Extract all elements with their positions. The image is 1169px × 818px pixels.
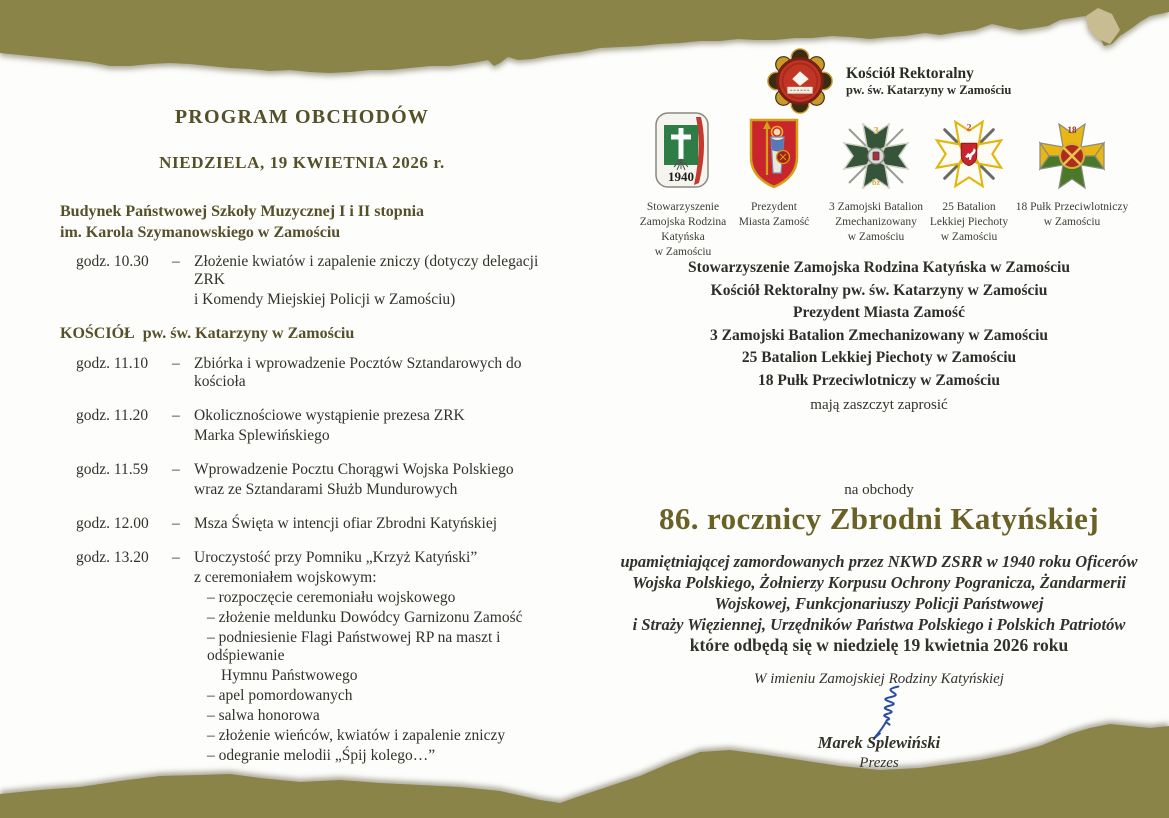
- svg-text:2: 2: [966, 122, 972, 134]
- text-line: 25 Batalion: [942, 201, 996, 213]
- schedule-separator: –: [172, 514, 180, 532]
- schedule-line: – złożenie wieńców, kwiatów i zapalenie zniczy: [207, 726, 506, 744]
- event-date-line: które odbędą się w niedzielę 19 kwietnia 2026 roku: [689, 635, 1069, 655]
- text-line: w Zamościu: [1043, 216, 1101, 228]
- emblem-zamosc: [732, 107, 816, 230]
- text-line: Prezydent: [751, 201, 797, 213]
- honor-line: mają zaszczyt zaprosić: [810, 397, 948, 413]
- schedule-line: Uroczystość przy Pomniku „Krzyż Katyński”: [194, 548, 478, 566]
- program-panel: [60, 106, 544, 781]
- schedule-line: Złożenie kwiatów i zapalenie zniczy (dotyczy delegacji ZRK: [194, 252, 539, 288]
- schedule-separator: –: [172, 354, 180, 372]
- schedule-separator: –: [172, 252, 180, 270]
- svg-text:1940: 1940: [668, 169, 694, 184]
- schedule-time: godz. 11.10: [76, 354, 149, 372]
- schedule-line: i Komendy Miejskiej Policji w Zamościu): [194, 290, 456, 308]
- behalf-line: W imieniu Zamojskiej Rodziny Katyńskiej: [754, 671, 1004, 687]
- text-line: w Zamościu: [940, 231, 998, 243]
- schedule-separator: –: [172, 406, 180, 424]
- schedule-line: – złożenie meldunku Dowódcy Garnizonu Zamość: [207, 608, 523, 626]
- text-line: Zamojska Rodzina Katyńska: [639, 216, 727, 243]
- emblem-18pplot-caption: [994, 200, 1150, 230]
- venue-line-2: im. Karola Szymanowskiego w Zamościu: [60, 224, 341, 242]
- schedule-time: godz. 11.59: [76, 460, 149, 478]
- text-line: w Zamościu: [847, 231, 905, 243]
- church-rectoral-logo-icon: [766, 47, 834, 115]
- venue-music-school: [60, 201, 544, 244]
- text-line: 18 Pułk Przeciwlotniczy: [1015, 201, 1129, 213]
- schedule-time: godz. 13.20: [76, 548, 149, 566]
- text-line: w Zamościu: [654, 246, 712, 258]
- schedule-text: [194, 461, 544, 501]
- text-line: Prezydent Miasta Zamość: [793, 304, 965, 321]
- schedule-text: [194, 253, 544, 311]
- schedule-line: – rozpoczęcie ceremoniału wojskowego: [207, 588, 456, 606]
- text-line: Stowarzyszenie Zamojska Rodzina Katyńska w Zamościu: [688, 259, 1070, 276]
- logo-title: Kościół Rektoralny: [846, 64, 974, 82]
- signer-name: Marek Splewiński: [817, 733, 941, 752]
- schedule-line: – salwa honorowa: [207, 706, 320, 724]
- church-logo-text: [846, 64, 1011, 98]
- aa-regiment-cross-icon: [994, 107, 1150, 191]
- schedule-separator: –: [172, 460, 180, 478]
- schedule-line: Hymnu Państwowego: [221, 666, 358, 684]
- schedule-line: Wprowadzenie Pocztu Chorągwi Wojska Polskiego: [194, 460, 514, 478]
- invitation-panel: [620, 45, 1138, 785]
- text-line: Lekkiej Piechoty: [929, 216, 1009, 228]
- text-line: 18 Pułk Przeciwlotniczy w Zamościu: [758, 371, 1000, 389]
- svg-text:3: 3: [873, 125, 879, 137]
- schedule-line: Marka Splewińskiego: [194, 426, 330, 444]
- schedule-text: [194, 407, 544, 447]
- schedule-item: [60, 253, 544, 311]
- schedule-text: [194, 515, 544, 535]
- schedule-line: wraz ze Sztandarami Służb Mundurowych: [194, 480, 458, 498]
- church-logo-block: [766, 47, 1011, 115]
- emblem-zrk: [618, 107, 748, 260]
- program-date: NIEDZIELA, 19 KWIETNIA 2026 r.: [159, 153, 445, 172]
- text-line: i Straży Więziennej, Urzędników Państwa Polskiego i Polskich Patriotów: [632, 615, 1126, 634]
- schedule-time: godz. 10.30: [76, 252, 149, 270]
- schedule-text: [194, 549, 544, 767]
- schedule-item: [60, 515, 544, 535]
- zrk-emblem-icon: [618, 107, 748, 191]
- text-line: Zmechanizowany: [835, 216, 917, 228]
- organizers-list: [620, 257, 1138, 392]
- schedule-time: godz. 11.20: [76, 406, 149, 424]
- text-line: Stowarzyszenie: [646, 201, 720, 213]
- text-line: 3 Zamojski Batalion: [829, 201, 923, 213]
- emblem-18pplot: [994, 107, 1150, 230]
- zamosc-coat-of-arms-icon: [732, 107, 816, 191]
- schedule-church: [60, 355, 544, 767]
- svg-text:18: 18: [1067, 125, 1077, 135]
- text-line: Miasta Zamość: [738, 216, 810, 228]
- schedule-line: Okolicznościowe wystąpienie prezesa ZRK: [194, 406, 465, 424]
- logo-subtitle: pw. św. Katarzyny w Zamościu: [846, 83, 1012, 98]
- schedule-line: z ceremoniałem wojskowym:: [194, 568, 377, 586]
- schedule-item: [60, 461, 544, 501]
- venue-line-1: Budynek Państwowej Szkoły Muzycznej I i II stopnia: [60, 203, 425, 220]
- text-line: Kościół Rektoralny pw. św. Katarzyny w Zamościu: [710, 281, 1048, 299]
- svg-text:bz: bz: [872, 178, 880, 187]
- schedule-line: Msza Święta w intencji ofiar Zbrodni Katyńskiej: [194, 514, 498, 532]
- schedule-text: [194, 355, 544, 393]
- occasion-intro: na obchody: [844, 482, 914, 498]
- text-line: Wojskowej, Funkcjonariuszy Policji Państwowej: [714, 594, 1044, 613]
- signer-title: Prezes: [859, 755, 899, 771]
- schedule-line: Zbiórka i wprowadzenie Pocztów Sztandarowych do kościoła: [194, 354, 522, 390]
- schedule-item: [60, 355, 544, 393]
- schedule-time: godz. 12.00: [76, 514, 149, 532]
- schedule-music-school: [60, 253, 544, 311]
- schedule-separator: –: [172, 548, 180, 566]
- emblem-zrk-caption: [618, 200, 748, 260]
- schedule-line: – odegranie melodii „Śpij kolego…”: [207, 746, 436, 764]
- emblem-zamosc-caption: [732, 200, 816, 230]
- venue-church: KOŚCIÓŁ pw. św. Katarzyny w Zamościu: [60, 324, 355, 342]
- memorial-paragraph: [620, 551, 1138, 635]
- text-line: upamiętniającej zamordowanych przez NKWD ZSRR w 1940 roku Oficerów: [620, 552, 1138, 571]
- text-line: Wojska Polskiego, Żołnierzy Korpusu Ochrony Pogranicza, Żandarmerii: [632, 573, 1126, 592]
- text-line: 25 Batalion Lekkiej Piechoty w Zamościu: [741, 349, 1017, 366]
- text-line: 3 Zamojski Batalion Zmechanizowany w Zamościu: [709, 326, 1048, 344]
- program-title: PROGRAM OBCHODÓW: [174, 106, 430, 128]
- schedule-line: – podniesienie Flagi Państwowej RP na maszt i odśpiewanie: [207, 628, 501, 664]
- schedule-item: [60, 549, 544, 767]
- schedule-item: [60, 407, 544, 447]
- schedule-line: – apel pomordowanych: [207, 686, 353, 704]
- anniversary-title: 86. rocznicy Zbrodni Katyńskiej: [658, 501, 1100, 536]
